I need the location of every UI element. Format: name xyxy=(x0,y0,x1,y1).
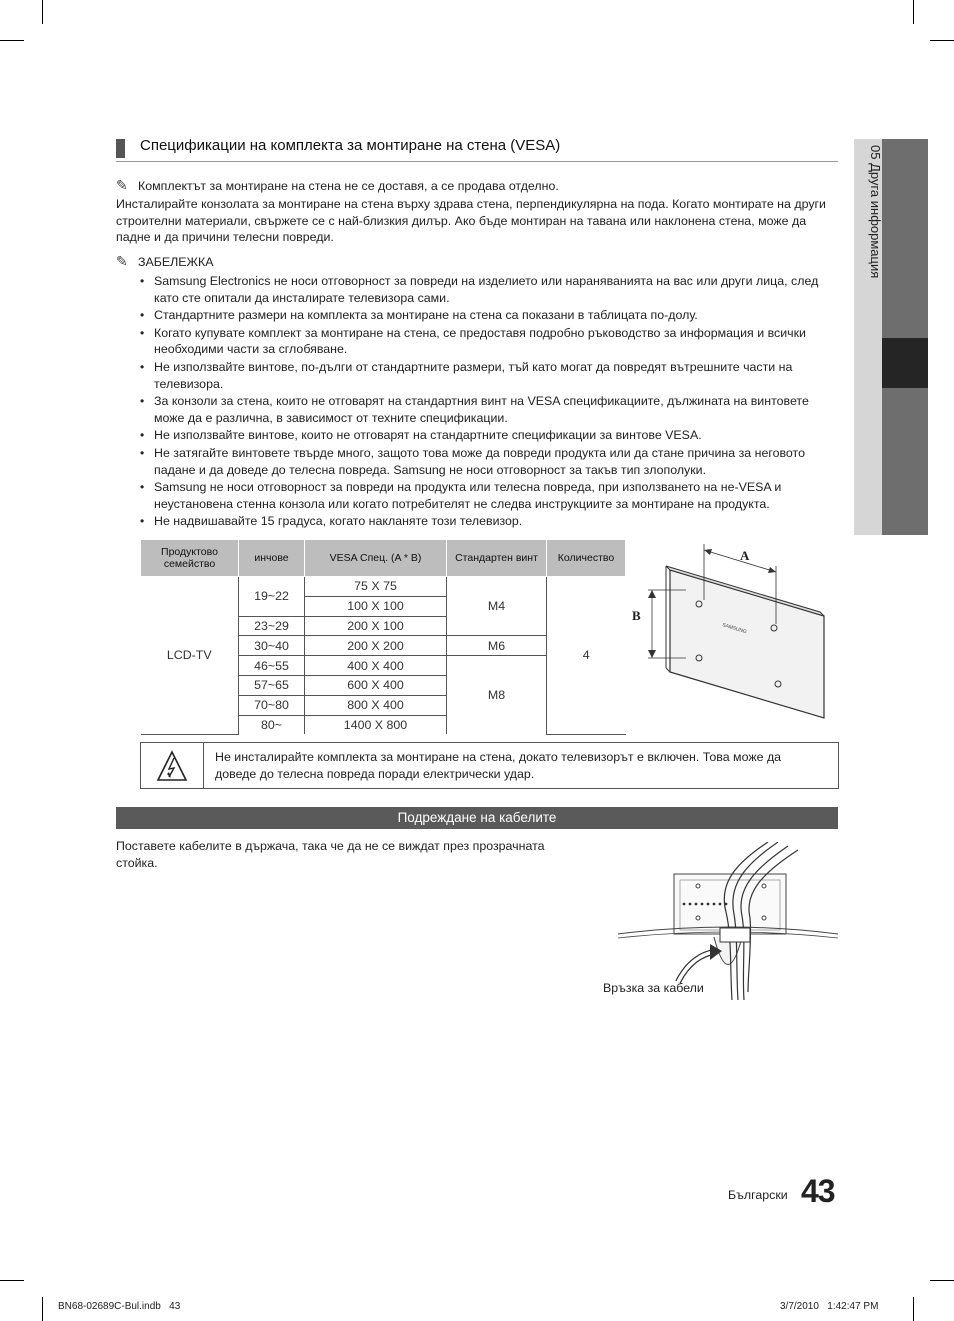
crop-mark xyxy=(930,1280,954,1281)
list-item: • Стандартните размери на комплекта за монтиране на стена са показани в таблицата по-долу. xyxy=(138,307,838,324)
screw-cell: M6 xyxy=(447,636,547,656)
cable-tie-caption: Връзка за кабели xyxy=(603,981,704,995)
list-item: • За конзоли за стена, които не отговарят на стандартния винт на VESA спецификациите, дължината на винтовете може да е различна, в зависимост от техните спецификации. xyxy=(138,393,838,426)
electric-shock-warning-icon xyxy=(141,743,203,788)
list-item: • Не използвайте винтове, които не отговарят на стандартните спецификации за винтове VESA. xyxy=(138,427,838,444)
dimension-a-label: A xyxy=(740,548,750,563)
vesa-cell: 800 X 400 xyxy=(305,695,447,715)
column-header: VESA Спец. (A * B) xyxy=(305,540,447,577)
vesa-spec-table xyxy=(140,539,626,735)
vesa-cell: 1400 X 800 xyxy=(305,715,447,734)
inches-cell: 57~65 xyxy=(239,675,305,695)
crop-mark xyxy=(913,0,914,24)
warning-icon-cell xyxy=(141,743,204,788)
print-timestamp: 3/7/2010 1:42:47 PM xyxy=(780,1301,879,1312)
crop-mark xyxy=(42,1297,43,1321)
list-item: • Не затягайте винтовете твърде много, защото това може да повреди продукта или да стане причина за неговото падане и да доведе до телесна повреда. Samsung не носи отговорност за такъв тип злополуки. xyxy=(138,445,838,478)
chapter-tab-strip xyxy=(882,139,928,535)
cable-holder-illustration xyxy=(618,842,838,1002)
vesa-cell: 200 X 100 xyxy=(305,616,447,636)
list-item: • Когато купувате комплект за монтиране на стена, се предоставя подробно ръководство за информация и всички необходими части за сглобяване. xyxy=(138,325,838,358)
column-header: Стандартен винт xyxy=(447,540,547,577)
brand-logo-text: SAMSUNG xyxy=(721,622,748,636)
subsection-header: Подреждане на кабелите xyxy=(116,807,838,829)
note-heading xyxy=(116,253,213,271)
column-header: Количество xyxy=(547,540,626,577)
inches-cell: 80~ xyxy=(239,715,305,734)
print-file-info: BN68-02689C-Bul.indb 43 xyxy=(58,1301,181,1312)
list-item: • Samsung не носи отговорност за повреди на продукта или телесна повреда, при използването на не-VESA и неустановена стенна конзола или когато потребителят не следва инструкциите за монтиране на продукта. xyxy=(138,479,838,512)
vesa-cell: 75 X 75 xyxy=(305,577,447,597)
chapter-tab-active-marker xyxy=(882,338,928,388)
column-header: инчове xyxy=(239,540,305,577)
crop-mark xyxy=(0,1280,24,1281)
list-item: • Samsung Electronics не носи отговорност за повреди на изделието или нараняванията на вас или други лица, след като сте опитали да инсталирате телевизора сами. xyxy=(138,273,838,306)
page-number: 43 xyxy=(801,1173,835,1209)
note-pencil-icon: ✎ xyxy=(116,177,128,193)
heading-bar xyxy=(116,139,125,158)
note-pencil-icon: ✎ xyxy=(116,253,128,269)
inches-cell: 30~40 xyxy=(239,636,305,656)
vesa-cell: 200 X 200 xyxy=(305,636,447,656)
vesa-cell: 400 X 400 xyxy=(305,656,447,676)
family-cell: LCD-TV xyxy=(141,577,239,735)
table-header-row xyxy=(141,540,626,577)
cables-text: Поставете кабелите в държача, така че да не се виждат през прозрачната стойка. xyxy=(116,839,545,870)
warning-box xyxy=(140,742,839,789)
intro-paragraph: Инсталирайте конзолата за монтиране на стена върху здрава стена, перпендикулярна на пода. Когато монтирате на други строителни материали, свържете се с най-близкия дилър. Ако бъде монтиран на тавана или наклонена стена, може да падне и да причини телесни повреди. xyxy=(116,197,826,245)
column-header: Продуктово семейство xyxy=(141,540,239,577)
chapter-tab-label: 05 Друга информация xyxy=(868,145,883,279)
vesa-cell: 600 X 400 xyxy=(305,675,447,695)
tv-back-diagram xyxy=(626,540,836,730)
table-row xyxy=(141,577,626,597)
notes-list xyxy=(138,273,838,531)
warning-text: Не инсталирайте комплекта за монтиране на стена, докато телевизорът е включен. Това може да доведе до телесна повреда поради електрически удар. xyxy=(215,750,782,781)
screw-cell: M8 xyxy=(447,656,547,735)
screw-cell: M4 xyxy=(447,577,547,636)
intro-note-text: Комплектът за монтиране на стена не се доставя, а се продава отделно. xyxy=(138,179,559,193)
note-label: ЗАБЕЛЕЖКА xyxy=(138,255,214,269)
inches-cell: 19~22 xyxy=(239,577,305,617)
crop-mark xyxy=(0,40,24,41)
crop-mark xyxy=(913,1297,914,1321)
inches-cell: 23~29 xyxy=(239,616,305,636)
section-title: Спецификации на комплекта за монтиране на стена (VESA) xyxy=(140,137,561,154)
list-item: • Не използвайте винтове, по-дълги от стандартните размери, тъй като могат да повредят вътрешните части на телевизора. xyxy=(138,359,838,392)
dimension-b-label: B xyxy=(632,608,641,623)
intro-note xyxy=(116,177,836,195)
section-heading xyxy=(116,137,838,162)
list-item: • Не надвишавайте 15 градуса, когато накланяте този телевизор. xyxy=(138,513,838,530)
inches-cell: 46~55 xyxy=(239,656,305,676)
inches-cell: 70~80 xyxy=(239,695,305,715)
crop-mark xyxy=(930,40,954,41)
crop-mark xyxy=(42,0,43,24)
quantity-cell: 4 xyxy=(547,577,626,735)
footer-language: Български xyxy=(728,1188,788,1202)
vesa-cell: 100 X 100 xyxy=(305,596,447,616)
